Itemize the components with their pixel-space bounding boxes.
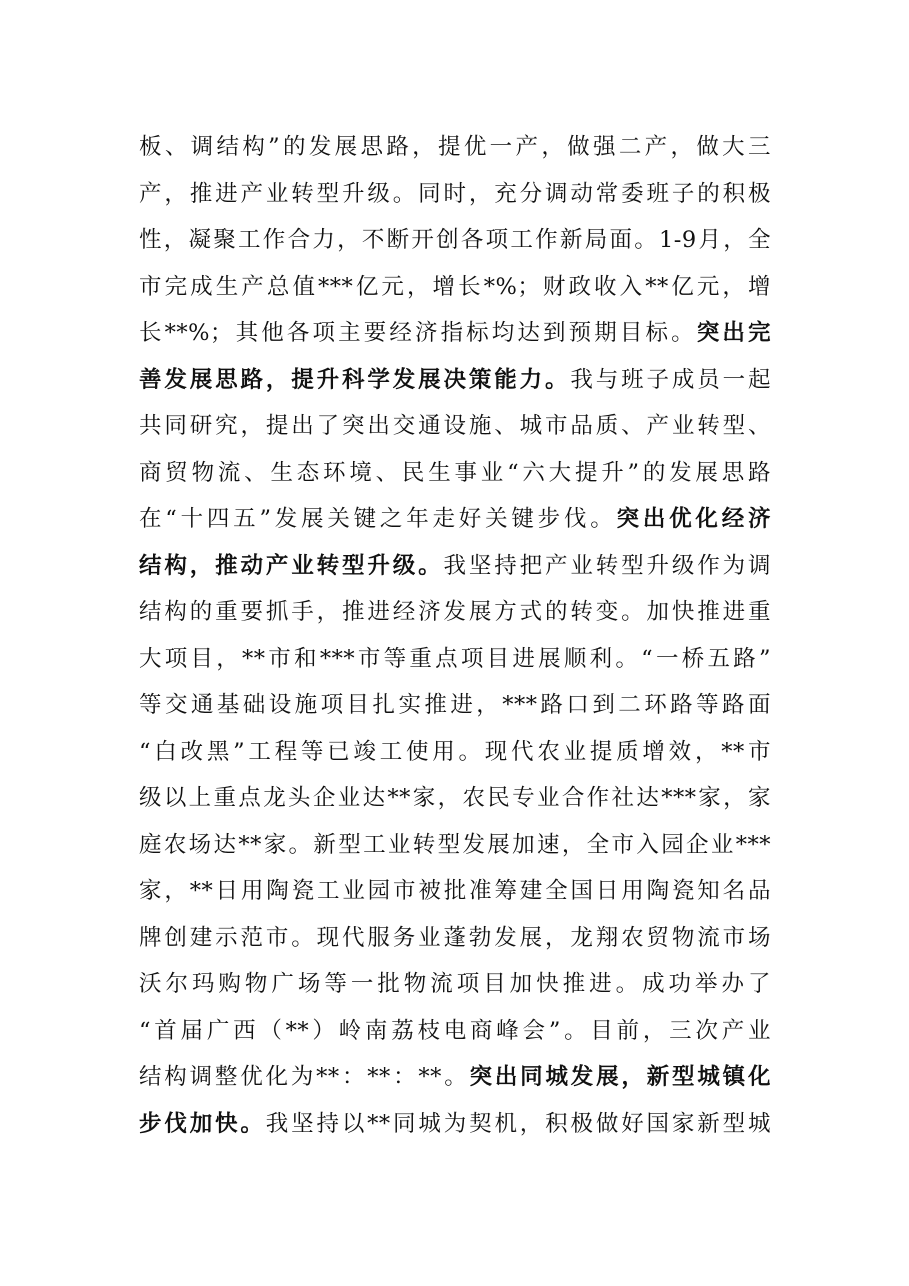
text-segment: 我与班子成员一起 <box>570 366 771 393</box>
text-line <box>139 729 771 776</box>
text-segment: 家，**日用陶瓷工业园市被批准筹建全国日用陶瓷知名品 <box>139 878 771 904</box>
text-line <box>139 357 771 404</box>
text-segment: “首届广西（**）岭南荔枝电商峰会”。目前，三次产业 <box>139 1017 771 1044</box>
text-line <box>139 915 771 962</box>
text-line <box>139 496 771 543</box>
text-line <box>139 543 771 590</box>
bold-heading-segment: 步伐加快。 <box>139 1110 266 1137</box>
text-line <box>139 961 771 1008</box>
text-segment: “白改黑”工程等已竣工使用。现代农业提质增效，**市 <box>139 738 771 765</box>
text-line <box>139 589 771 636</box>
text-line <box>139 124 771 171</box>
text-segment: 牌创建示范市。现代服务业蓬勃发展，龙翔农贸物流市场 <box>139 924 771 951</box>
text-segment: 庭农场达**家。新型工业转型发展加速，全市入园企业*** <box>139 831 771 858</box>
text-segment: 性，凝聚工作合力，不断开创各项工作新局面。1-9月，全 <box>139 227 771 253</box>
text-segment: 市完成生产总值***亿元，增长*%；财政收入**亿元，增 <box>139 273 771 300</box>
text-line <box>139 636 771 683</box>
text-segment: 在“十四五”发展关键之年走好关键步伐。 <box>139 506 617 532</box>
text-segment: 结构的重要抓手，推进经济发展方式的转变。加快推进重 <box>139 599 771 625</box>
text-line <box>139 682 771 729</box>
text-line <box>139 450 771 497</box>
bold-heading-segment: 善发展思路，提升科学发展决策能力。 <box>139 366 571 393</box>
text-segment: 等交通基础设施项目扎实推进，***路口到二环路等路面 <box>139 692 771 718</box>
bold-heading-segment: 结构，推动产业转型升级。 <box>139 552 444 579</box>
text-segment: 商贸物流、生态环境、民生事业“六大提升”的发展思路 <box>139 459 771 486</box>
text-line <box>139 1008 771 1055</box>
text-segment: 沃尔玛购物广场等一批物流项目加快推进。成功举办了 <box>139 971 771 997</box>
bold-heading-segment: 突出优化经济 <box>616 506 771 532</box>
bold-heading-segment: 突出同城发展，新型城镇化 <box>469 1064 771 1090</box>
bold-heading-segment: 突出完 <box>696 320 771 346</box>
text-segment: 长**%；其他各项主要经济指标均达到预期目标。 <box>139 320 697 346</box>
document-body <box>139 124 771 1147</box>
text-segment: 大项目，**市和***市等重点项目进展顺利。“一桥五路” <box>139 645 771 672</box>
text-segment: 板、调结构”的发展思路，提优一产，做强二产，做大三 <box>139 134 771 160</box>
text-line <box>139 171 771 218</box>
text-line <box>139 264 771 311</box>
text-line <box>139 403 771 450</box>
text-segment: 级以上重点龙头企业达**家，农民专业合作社达***家，家 <box>139 785 771 811</box>
text-segment: 结构调整优化为**：**：**。 <box>139 1064 470 1090</box>
text-line <box>139 822 771 869</box>
text-line <box>139 310 771 357</box>
text-line <box>139 217 771 264</box>
text-line <box>139 1101 771 1148</box>
text-line <box>139 868 771 915</box>
text-segment: 我坚持以**同城为契机，积极做好国家新型城 <box>265 1110 771 1137</box>
text-line <box>139 1054 771 1101</box>
text-line <box>139 775 771 822</box>
text-segment: 我坚持把产业转型升级作为调 <box>443 552 771 579</box>
text-segment: 共同研究，提出了突出交通设施、城市品质、产业转型、 <box>139 413 771 439</box>
text-segment: 产，推进产业转型升级。同时，充分调动常委班子的积极 <box>139 180 771 207</box>
